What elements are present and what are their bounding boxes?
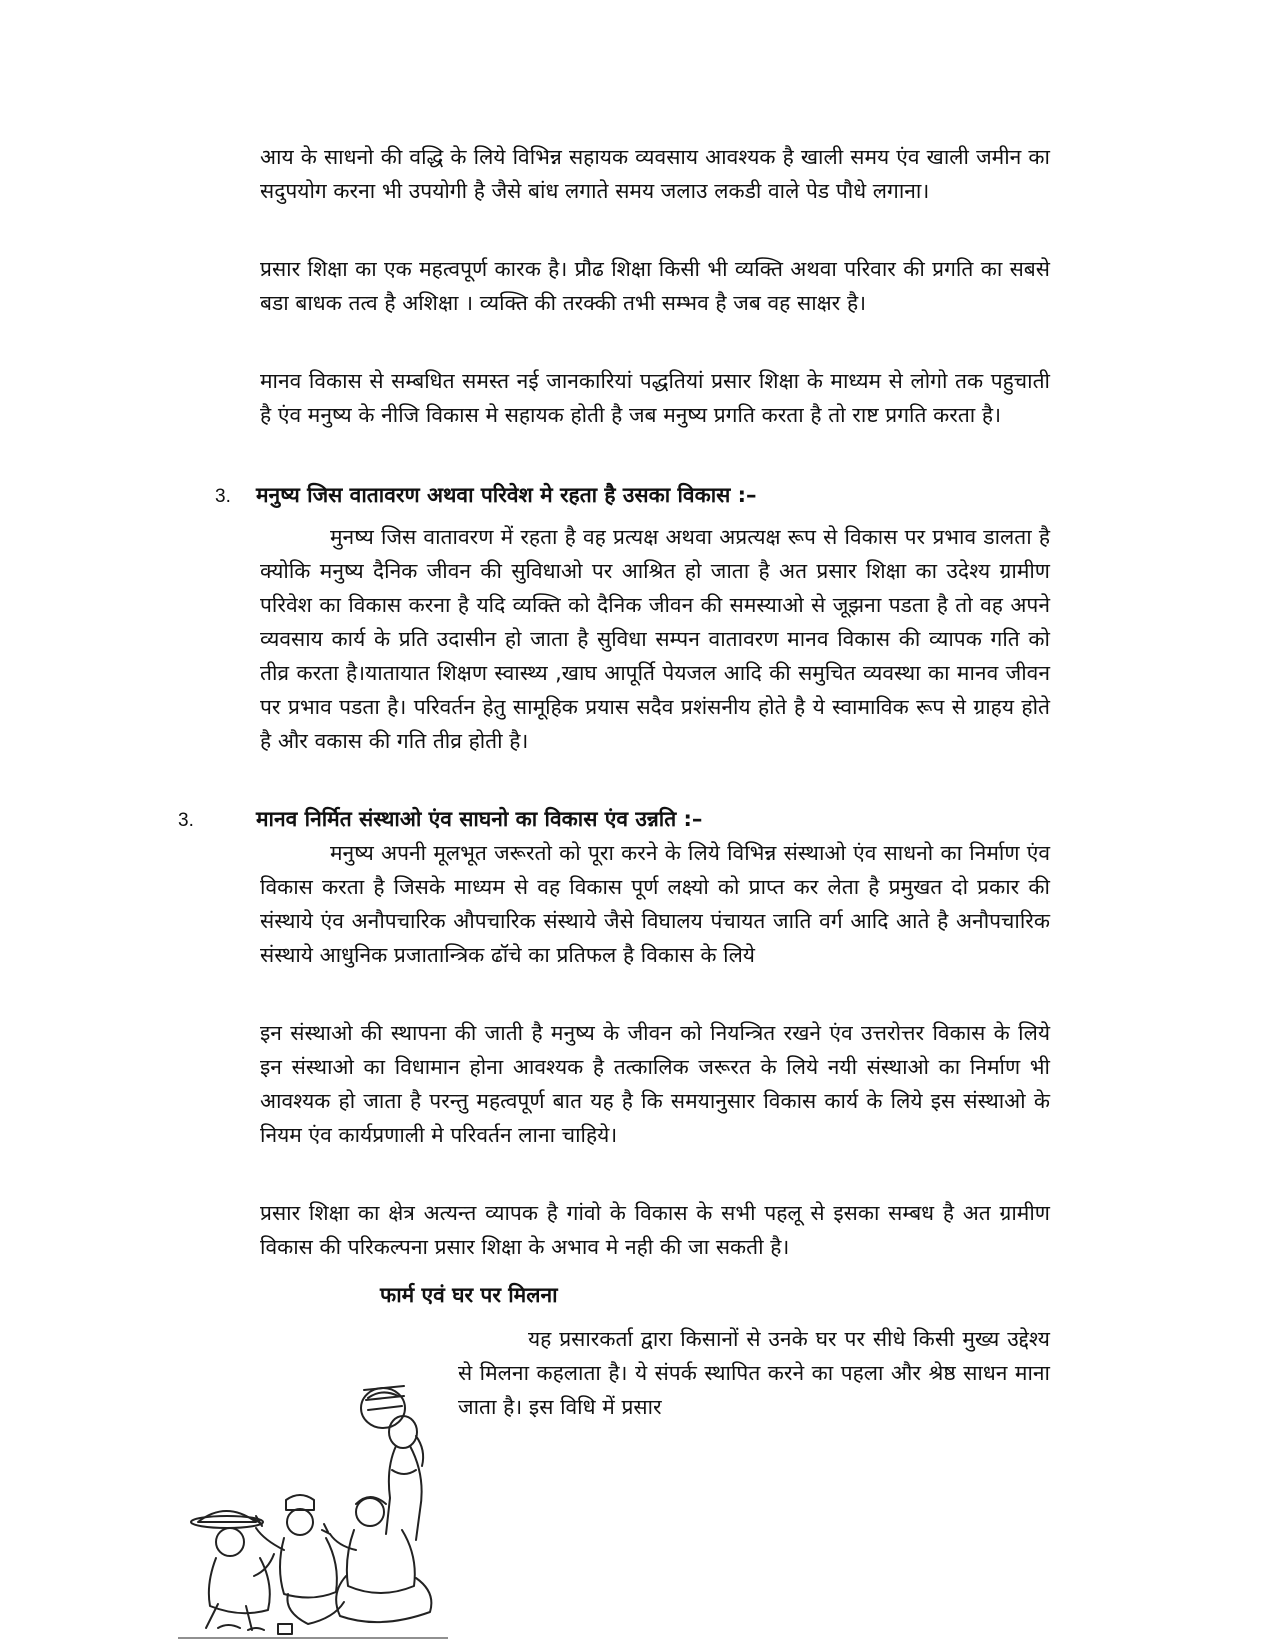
paragraph-environment: मुनष्य जिस वातावरण में रहता है वह प्रत्यक्ष अथवा अप्रत्यक्ष रूप से विकास पर प्रभाव डालता है क्योकि मनुष्य दैनिक जीवन की सुविधाओ पर आश्रित हो जाता है अत प्रसार शिक्षा का उदेश्य ग्रामीण परिवेश का विकास करना है यदि व्यक्ति को दैनिक जीवन की समस्याओ से जूझना पडता है तो वह अपने व्यवसाय कार्य के प्रति उदासीन हो जाता है सुविधा सम्पन वातावरण मानव विकास की व्यापक गति को तीव्र करता है।यातायात शिक्षण स्वास्थ्य ,खाघ आपूर्ति पेयजल आदि की समुचित व्यवस्था का मानव जीवन पर प्रभाव पडता है। परिवर्तन हेतु सामूहिक प्रयास सदैव प्रशंसनीय होते है ये स्वामाविक रूप से ग्राहय होते है और वकास की गति तीव्र होती है। [260, 525, 1050, 753]
section-number-institutions: 3. [178, 810, 194, 831]
paragraph-institutions: मनुष्य अपनी मूलभूत जरूरतो को पूरा करने के लिये विभिन्न संस्थाओ एंव साधनो का निर्माण एंव विकास करता है जिसके माध्यम से वह विकास पूर्ण लक्ष्यो को प्राप्त कर लेता है प्रमुखत दो प्रकार की संस्थाये एंव अनौपचारिक औपचारिक संस्थाये जैसे विघालय पंचायत जाति वर्ग आदि आते है अनौपचारिक संस्थाये आधुनिक प्रजातान्त्रिक ढॉचे का प्रतिफल है विकास के लिये [260, 841, 1050, 967]
section-number-environment: 3. [215, 486, 231, 507]
heading-farm-home-visit: फार्म एवं घर पर मिलना [380, 1283, 558, 1307]
farm-visit-illustration [178, 1380, 448, 1642]
heading-institutions-development: मानव निर्मित संस्थाओ एंव साघनो का विकास एंव उन्नति :– [256, 807, 703, 831]
paragraph-income-sources: आय के साधनो की वद्धि के लिये विभिन्न सहायक व्यवसाय आवश्यक है खाली समय एंव खाली जमीन का सदुपयोग करना भी उपयोगी है जैसे बांध लगाते समय जलाउ लकडी वाले पेड पौधे लगाना। [260, 145, 1050, 203]
paragraph-adult-education: प्रसार शिक्षा का एक महत्वपूर्ण कारक है। प्रौढ शिक्षा किसी भी व्यक्ति अथवा परिवार की प्रगति का सबसे बडा बाधक तत्व है अशिक्षा । व्यक्ति की तरक्की तभी सम्भव है जब वह साक्षर है। [260, 257, 1050, 315]
paragraph-human-development: मानव विकास से सम्बधित समस्त नई जानकारियां पद्धतियां प्रसार शिक्षा के माध्यम से लोगो तक पहुचाती है एंव मनुष्य के नीजि विकास मे सहायक होती है जब मनुष्य प्रगति करता है तो राष्ट प्रगति करता है। [260, 369, 1050, 427]
paragraph-institution-rules: इन संस्थाओ की स्थापना की जाती है मनुष्य के जीवन को नियन्त्रित रखने एंव उत्तरोत्तर विकास के लिये इन संस्थाओ का विधामान होना आवश्यक है तत्कालिक जरूरत के लिये नयी संस्थाओ का निर्माण भी आवश्यक हो जाता है परन्तु महत्वपूर्ण बात यह है कि समयानुसार विकास कार्य के लिये इस संस्थाओ के नियम एंव कार्यप्रणाली मे परिवर्तन लाना चाहिये। [260, 1021, 1050, 1147]
paragraph-farm-home-visit: यह प्रसारकर्ता द्वारा किसानों से उनके घर पर सीधे किसी मुख्य उद्देश्य से मिलना कहलाता है। ये संपर्क स्थापित करने का पहला और श्रेष्ठ साधन माना जाता है। इस विधि में प्रसार [458, 1327, 1050, 1419]
paragraph-extension-scope: प्रसार शिक्षा का क्षेत्र अत्यन्त व्यापक है गांवो के विकास के सभी पहलू से इसका सम्बध है अत ग्रामीण विकास की परिकल्पना प्रसार शिक्षा के अभाव मे नही की जा सकती है। [260, 1201, 1050, 1259]
heading-environment-development: मनुष्य जिस वातावरण अथवा परिवेश मे रहता है उसका विकास :– [256, 483, 757, 507]
